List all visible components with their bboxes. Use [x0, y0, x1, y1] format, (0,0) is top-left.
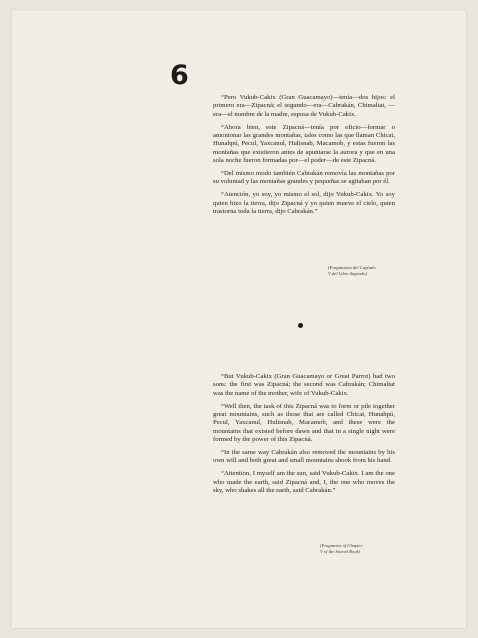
english-paragraph-3: “In the same way Cabrakán also removed the mountains by his own will and both great and small mountains shook from his hand. [213, 449, 395, 465]
page-sheet [12, 10, 466, 628]
english-source-caption: (Fragments of Chapter V of the Sacred Book) [320, 543, 363, 555]
english-paragraph-1: “But Vukub-Cakix (Gran Guacamayo or Great Parrot) had two sons: the first was Zipacná; the second was Cabrakán; Chimaltat was the name of the mother, wife of Vukub-Cakix. [213, 373, 395, 397]
spanish-paragraph-3: “Del mismo modo también Cabrakán removía las montañas por su voluntad y las montañas grandes y pequeñas se agitaban por él. [213, 170, 395, 186]
english-paragraph-2: “Well then, the task of this Zipacná was to form or pile together great mountains, such as those that are called Chicat, Hunahpú, Pecul, Yaxcanul, Hulisnab, Macamob, and these were the mountains that existed before dawn and that in a single night were formed by the power of this Zipacná. [213, 402, 395, 444]
spanish-paragraph-1: “Pero Vukub-Cakix (Gran Guacamayo)—tenía—dos hijos: el primero era—Zipacná; el segundo—era—Cabrakán, Chimaltat, —era—el nombre de la madre, esposa de Vukub-Cakix. [213, 94, 395, 118]
page-number: 6 [170, 60, 188, 91]
section-divider-dot [298, 323, 303, 328]
spanish-paragraph-2: “Ahora bien, este Zipacná—tenía por oficio—formar o amontonar las grandes montañas, tales como las que llaman Chicat, Hunahpú, Pecul, Yaxcanul, Hulisnab, Macamob, y estas fueron las montañas que existieron antes de apuntarse la aurora y que en una sola noche fueron formadas por—el poder—de este Zipacná. [213, 123, 395, 165]
english-text-block [213, 373, 395, 495]
spanish-paragraph-4: “Atención, yo soy, yo mismo el sol, dijo Vukub-Cakix. Yo soy quien hizo la tierra, dijo Zipacná y yo quien mueve el cielo, quien trastorna toda la tierra, dijo Cabrakán.” [213, 191, 395, 215]
english-paragraph-4: “Attention, I myself am the sun, said Vukub-Cakix. I am the one who made the earth, said Zipacná and, I, the one who moves the sky, who shakes all the earth, said Cabrakán.” [213, 470, 395, 494]
spanish-source-caption: (Fragmentos del Capítulo V del Libro Sagrado) [328, 265, 376, 277]
spanish-text-block [213, 94, 395, 216]
